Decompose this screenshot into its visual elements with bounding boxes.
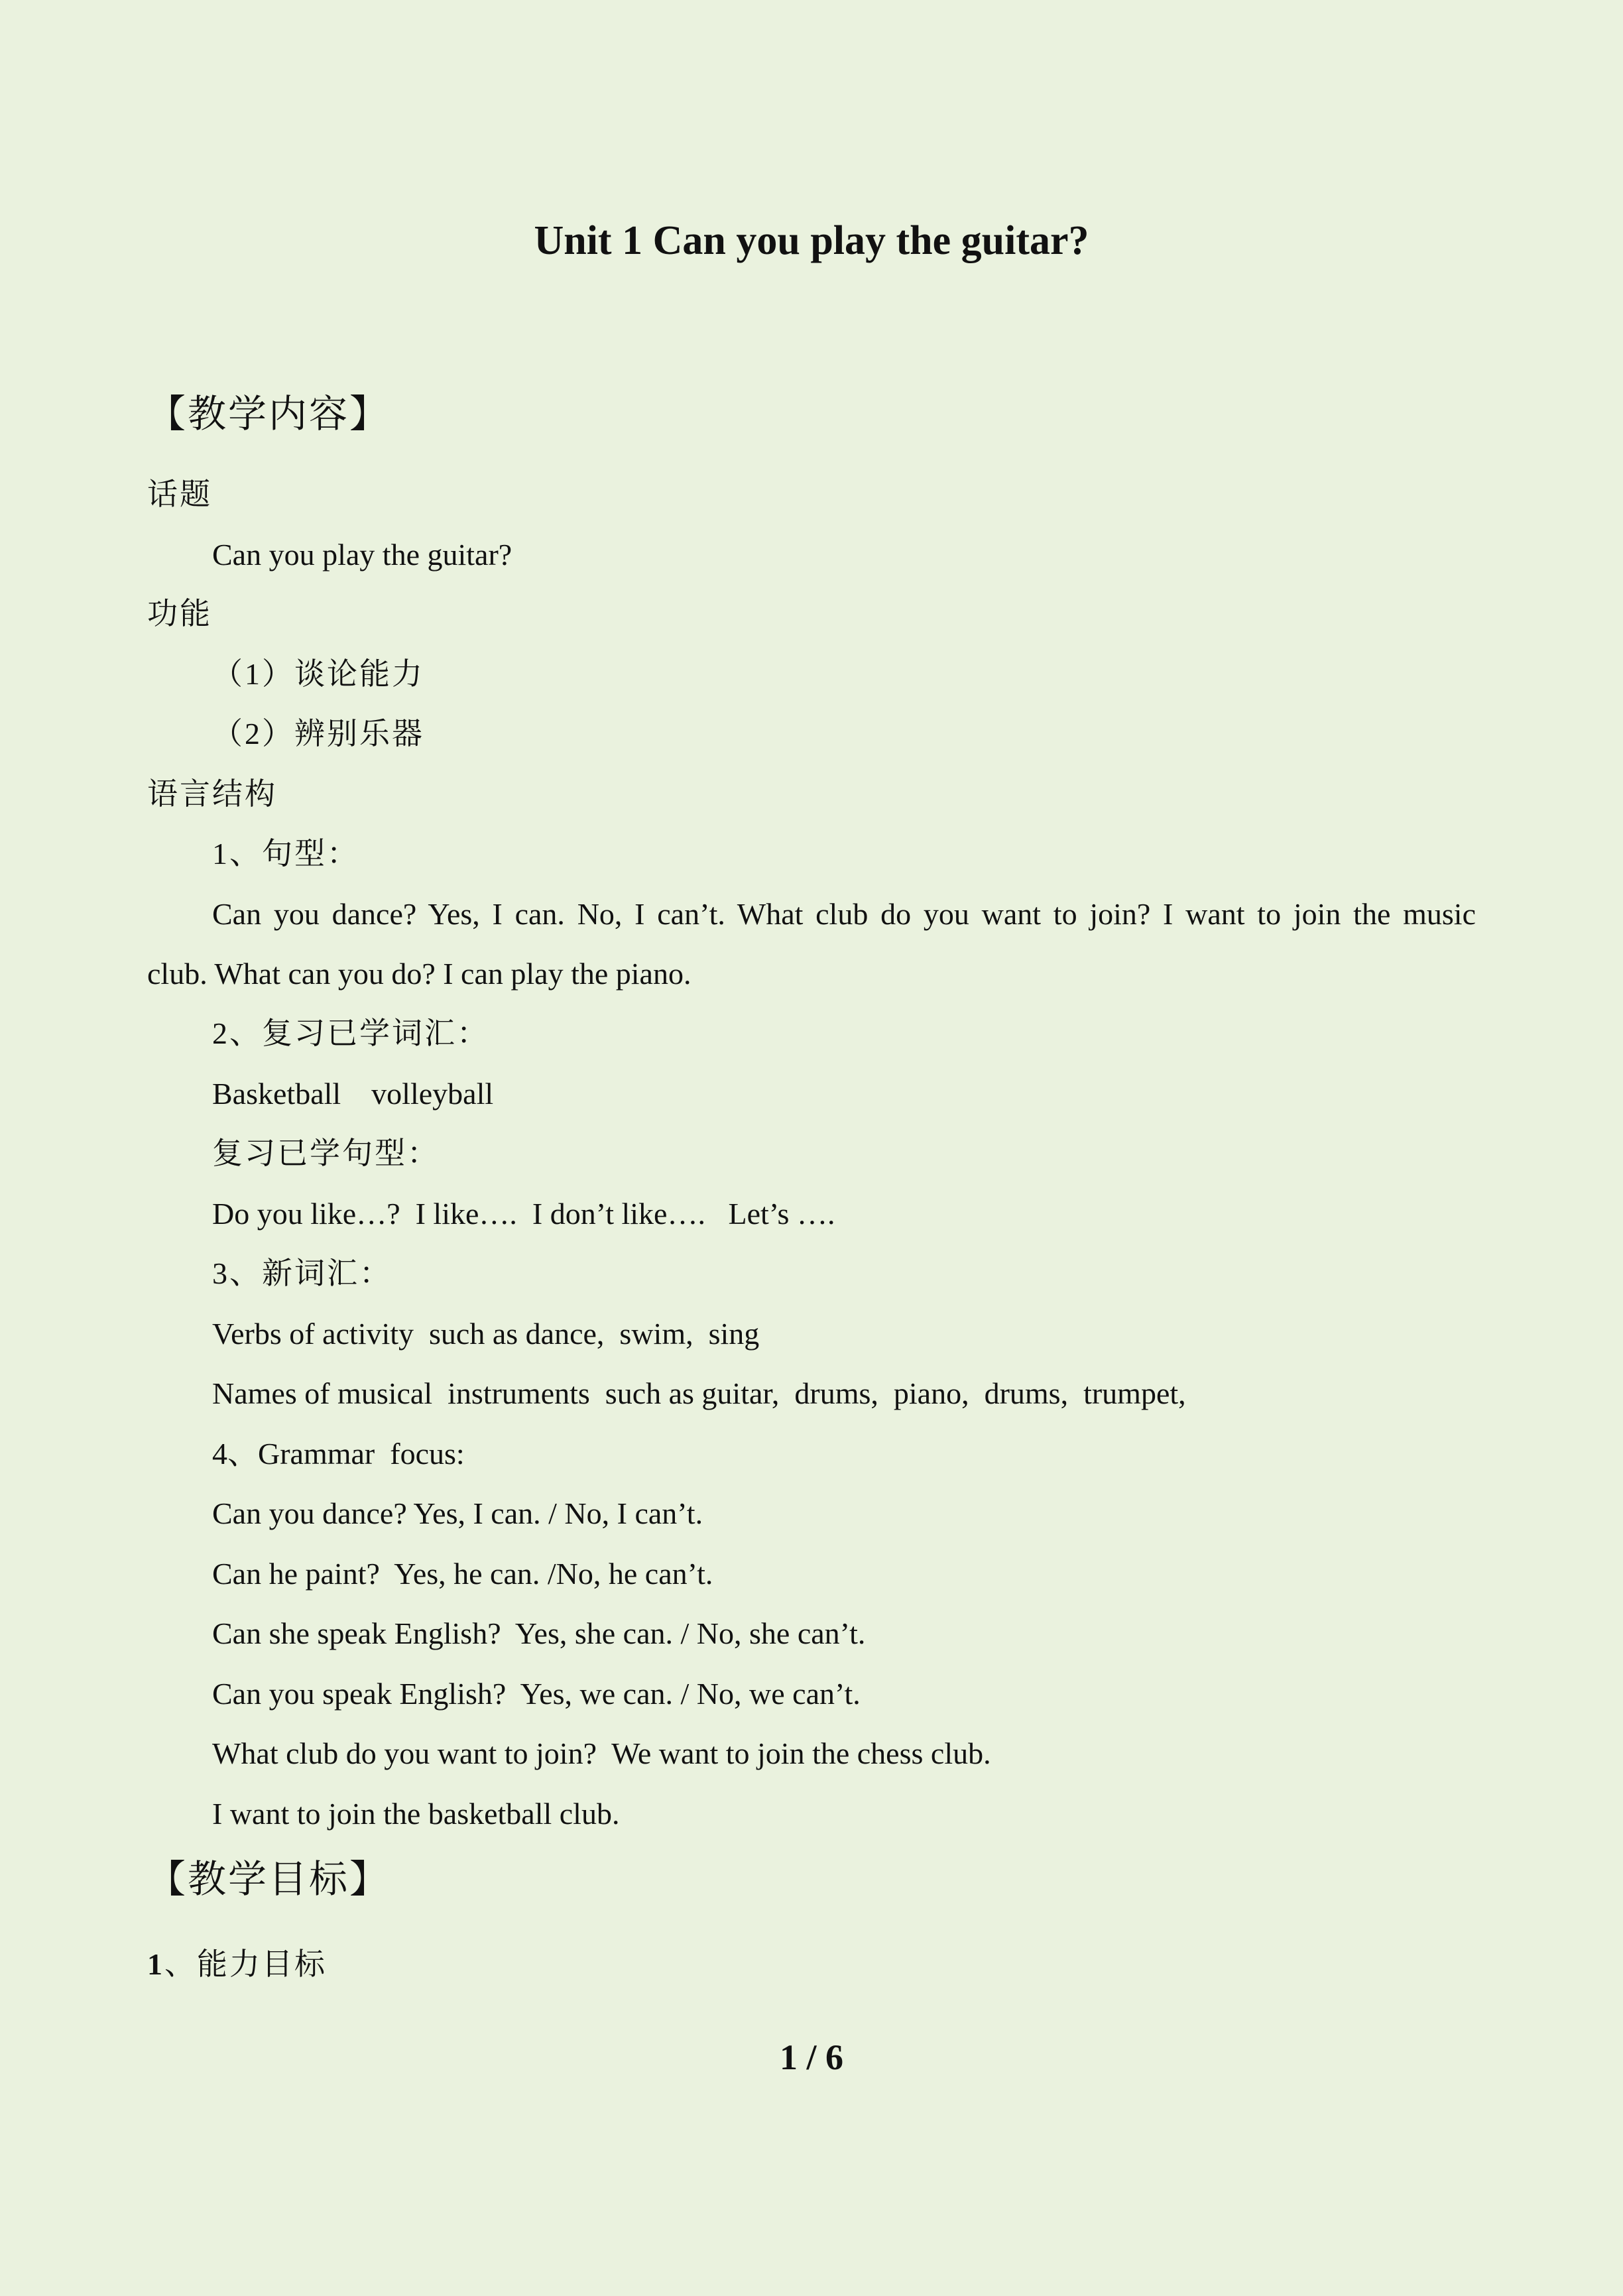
review-patterns-text: Do you like…? I like…. I don’t like…. Let’s ….	[212, 1197, 835, 1231]
section-heading-teaching-goals: 【教学目标】	[147, 1858, 391, 1901]
new-vocab-heading: 3、新词汇：	[212, 1256, 392, 1290]
grammar-line-2: Can he paint? Yes, he can. /No, he can’t.	[212, 1557, 713, 1591]
grammar-focus-heading: 4、Grammar focus:	[212, 1437, 465, 1471]
topic-text: Can you play the guitar?	[212, 538, 512, 572]
grammar-line-3: Can she speak English? Yes, she can. / No, she can’t.	[212, 1616, 866, 1650]
section-heading-teaching-content: 【教学内容】	[147, 393, 391, 436]
new-vocab-line-2: Names of musical instruments such as guitar, drums, piano, drums, trumpet,	[212, 1376, 1186, 1410]
function-item-1: （1）谈论能力	[212, 657, 424, 691]
language-structure-heading: 语言结构	[147, 777, 277, 811]
review-patterns-heading: 复习已学句型：	[212, 1136, 440, 1170]
topic-heading: 话题	[147, 477, 212, 511]
new-vocab-line-1: Verbs of activity such as dance, swim, sing	[212, 1317, 760, 1351]
review-vocab-heading: 2、复习已学词汇：	[212, 1016, 489, 1050]
grammar-line-6: I want to join the basketball club.	[212, 1797, 620, 1831]
ability-goal-heading	[147, 1943, 327, 1986]
sentence-patterns-line-1: Can you dance? Yes, I can. No, I can’t. What club do you want to join? I want to join the music	[212, 897, 1476, 931]
document-title: Unit 1 Can you play the guitar?	[534, 218, 1089, 263]
sentence-patterns-heading: 1、句型：	[212, 837, 359, 871]
ability-goal-number: 1	[147, 1947, 164, 1981]
ability-goal-text: 、能力目标	[164, 1947, 327, 1981]
function-item-2: （2）辨别乐器	[212, 717, 424, 751]
grammar-line-5: What club do you want to join? We want to join the chess club.	[212, 1736, 991, 1770]
grammar-line-4: Can you speak English? Yes, we can. / No, we can’t.	[212, 1677, 861, 1711]
grammar-line-1: Can you dance? Yes, I can. / No, I can’t.	[212, 1496, 703, 1530]
review-vocab-text: Basketball volleyball	[212, 1077, 494, 1111]
page-number: 1 / 6	[779, 2037, 843, 2077]
function-heading: 功能	[147, 597, 212, 631]
sentence-patterns-line-2: club. What can you do? I can play the piano.	[147, 957, 691, 991]
